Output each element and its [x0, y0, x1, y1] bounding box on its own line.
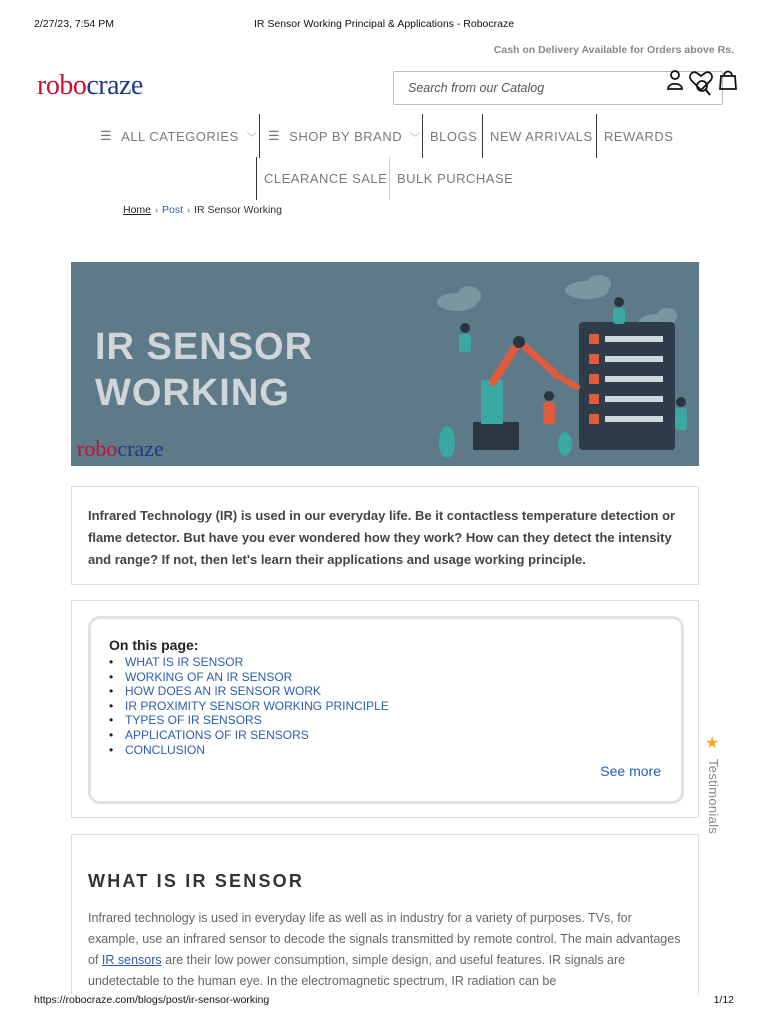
banner-logo-red-part: robo [77, 436, 118, 461]
breadcrumb-current: IR Sensor Working [194, 204, 282, 216]
toc-item-types-of-ir-sensors[interactable]: • TYPES OF IR SENSORS [109, 713, 663, 728]
intro-text: Infrared Technology (IR) is used in our everyday life. Be it contactless temperature detection or flame detector. But have you ever wondered how they work? How can they detect the intensity and range? If not, then let's learn their applications and usage working principle. [88, 508, 676, 567]
logo-blue-part: craze [86, 70, 143, 101]
toc-item-applications[interactable]: • APPLICATIONS OF IR SENSORS [109, 728, 663, 743]
search-input[interactable] [394, 72, 634, 104]
breadcrumb [123, 204, 282, 216]
nav-rewards[interactable]: REWARDS [604, 128, 674, 144]
print-header [34, 18, 734, 30]
banner-title-line-1: IR SENSOR [95, 326, 314, 368]
chevron-down-icon: ﹀ [410, 132, 421, 144]
breadcrumb-home[interactable]: Home [123, 204, 152, 216]
print-datetime: 2/27/23, 7:54 PM [34, 18, 114, 30]
menu-list-icon: ☰ [268, 128, 281, 143]
print-footer [34, 994, 734, 1006]
breadcrumb-post[interactable]: Post [162, 204, 184, 216]
testimonials-label: Testimonials [706, 759, 721, 835]
toc-item-how-does-ir-sensor-work[interactable]: • HOW DOES AN IR SENSOR WORK [109, 684, 663, 699]
print-url: https://robocraze.com/blogs/post/ir-sensor-working [34, 994, 270, 1006]
nav-new-arrivals[interactable]: NEW ARRIVALS [490, 128, 593, 144]
nav-bulk-purchase[interactable]: BULK PURCHASE [397, 171, 514, 186]
nav-shop-by-brand[interactable] [261, 114, 428, 158]
banner-logo [77, 436, 164, 462]
logo-red-part: robo [37, 70, 87, 101]
account-icon[interactable] [666, 68, 684, 92]
banner-title [95, 324, 313, 416]
nav-blogs[interactable]: BLOGS [430, 128, 478, 144]
hero-banner [71, 262, 699, 466]
article-section [71, 834, 699, 994]
site-logo[interactable] [37, 70, 143, 102]
article-text-part-1: Infrared technology is used in everyday life as well as in industry for a variety of purposes. TVs, for example, use an infrared sensor to decode the signals transmitted by remote control. The main advantages of [88, 911, 681, 967]
nav-all-categories-label: ALL CATEGORIES [121, 128, 239, 144]
print-page-number: 1/12 [713, 994, 734, 1006]
toc-list [109, 655, 663, 757]
wishlist-search-icon[interactable] [688, 68, 714, 98]
robotics-illustration [369, 262, 699, 466]
banner-title-line-2: WORKING [95, 372, 290, 414]
article-text-part-2: are their low power consumption, simple design, and useful features. IR signals are undetectable to the human eye. In the electromagnetic spectrum, IR radiation can be [88, 953, 626, 988]
star-icon: ★ [705, 735, 720, 752]
main-nav-row-1 [0, 114, 768, 158]
testimonials-tab[interactable] [700, 733, 728, 843]
table-of-contents [88, 616, 684, 804]
nav-divider [259, 114, 260, 158]
nav-clearance-sale[interactable]: CLEARANCE SALE [264, 171, 388, 186]
toc-item-working-of-ir-sensor[interactable]: • WORKING OF AN IR SENSOR [109, 670, 663, 685]
menu-list-icon: ☰ [100, 128, 113, 143]
toc-item-ir-proximity-principle[interactable]: • IR PROXIMITY SENSOR WORKING PRINCIPLE [109, 699, 663, 714]
cart-bag-icon[interactable] [718, 68, 738, 92]
breadcrumb-separator-icon: › [155, 205, 159, 215]
chevron-down-icon: ﹀ [246, 132, 258, 144]
toc-heading: On this page: [109, 637, 199, 653]
see-more-link[interactable]: See more [600, 763, 661, 779]
ir-sensors-link[interactable]: IR sensors [101, 953, 162, 967]
section-heading: WHAT IS IR SENSOR [88, 871, 305, 891]
cod-notice: Cash on Delivery Available for Orders above Rs. [493, 44, 734, 56]
breadcrumb-separator-icon: › [187, 205, 191, 215]
print-doc-title: IR Sensor Working Principal & Applications - Robocraze [253, 18, 515, 30]
main-nav-row-2 [0, 157, 768, 200]
toc-container [71, 600, 699, 818]
toc-item-conclusion[interactable]: • CONCLUSION [109, 743, 663, 758]
nav-shop-by-brand-label: SHOP BY BRAND [289, 128, 403, 144]
banner-logo-blue-part: craze [117, 436, 164, 461]
nav-all-categories[interactable] [93, 114, 264, 158]
header-icons [666, 68, 738, 98]
toc-item-what-is-ir-sensor[interactable]: • WHAT IS IR SENSOR [109, 655, 663, 670]
intro-box [71, 486, 699, 585]
article-paragraph [88, 908, 682, 992]
